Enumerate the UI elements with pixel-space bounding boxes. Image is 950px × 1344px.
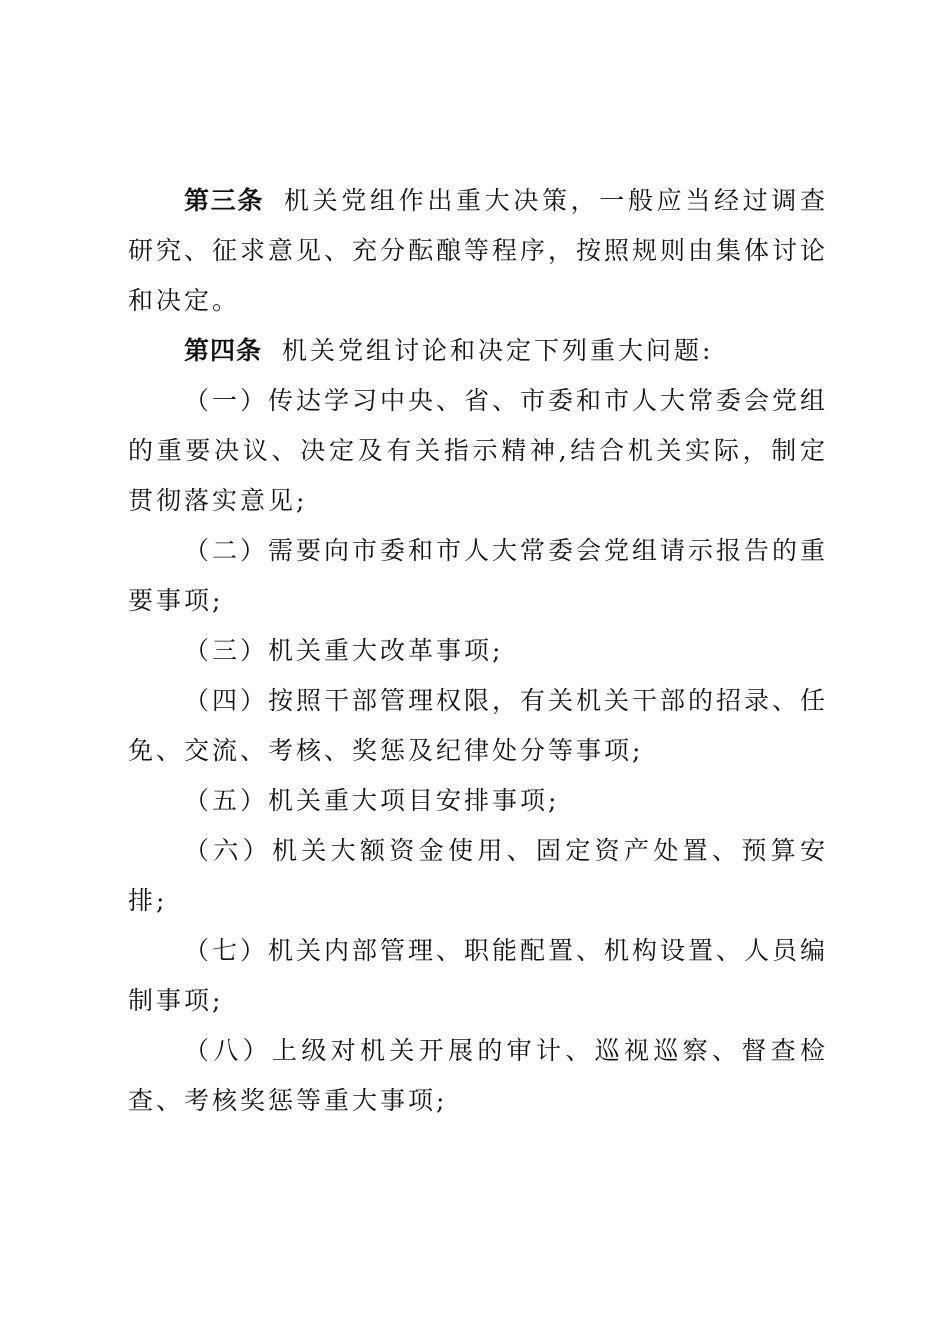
article-3 bbox=[128, 176, 828, 326]
list-item-8: （八）上级对机关开展的审计、巡视巡察、督查检查、考核奖惩等重大事项; bbox=[128, 1036, 828, 1115]
list-item-7: （七）机关内部管理、职能配置、机构设置、人员编制事项; bbox=[128, 936, 829, 1015]
article-4 bbox=[128, 326, 828, 376]
document-page bbox=[128, 176, 828, 1126]
list-item-4: （四）按照干部管理权限，有关机关干部的招录、任免、交流、考核、奖惩及纪律处分等事项; bbox=[128, 686, 829, 765]
list-item-3: （三）机关重大改革事项; bbox=[184, 636, 504, 665]
list-item-1: （一）传达学习中央、省、市委和市人大常委会党组的重要决议、决定及有关指示精神,结合机关实际，制定贯彻落实意见; bbox=[128, 386, 829, 515]
list-item-5: （五）机关重大项目安排事项; bbox=[184, 786, 560, 815]
article-3-text: 机关党组作出重大决策，一般应当经过调查研究、征求意见、充分酝酿等程序，按照规则由集体讨论和决定。 bbox=[128, 186, 829, 315]
list-item-2: （二）需要向市委和市人大常委会党组请示报告的重要事项; bbox=[128, 536, 829, 615]
article-3-heading: 第三条 bbox=[184, 186, 264, 215]
article-4-text: 机关党组讨论和决定下列重大问题: bbox=[282, 336, 714, 365]
article-4-heading: 第四条 bbox=[184, 336, 263, 365]
list-item-6: （六）机关大额资金使用、固定资产处置、预算安排; bbox=[128, 836, 828, 915]
